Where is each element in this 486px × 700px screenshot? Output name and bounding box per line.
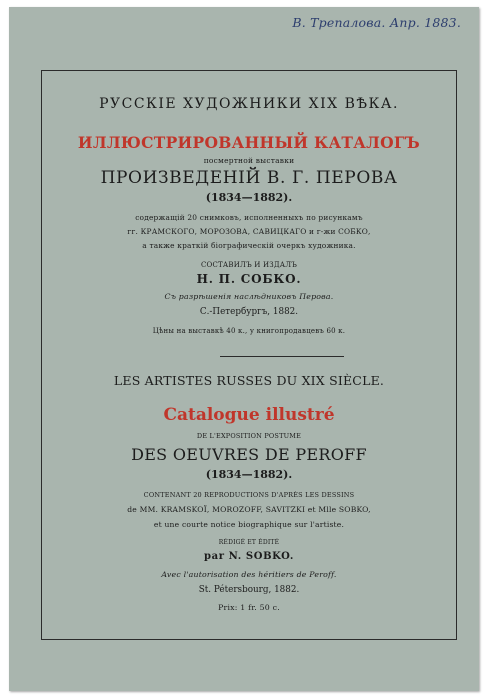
fr-price: Prix: 1 fr. 50 c.: [218, 603, 280, 612]
fr-author: par N. SOBKO.: [204, 551, 294, 562]
ru-compiled: СОСТАВИЛЪ И ИЗДАЛЪ: [200, 261, 298, 269]
fr-series-title: LES ARTISTES RUSSES DU XIX SIÈCLE.: [113, 373, 385, 388]
fr-edited: RÉDIGÉ ET ÉDITÉ: [218, 539, 280, 546]
ru-contents-line2: гг. КРАМСКОГО, МОРОЗОВА, САВИЦКАГО и г-жи СОБКО,: [127, 227, 371, 236]
ru-years: (1834—1882).: [205, 191, 293, 204]
ru-works-title: ПРОИЗВЕДЕНІЙ В. Г. ПЕРОВА: [100, 168, 398, 188]
fr-works-title: DES OEUVRES DE PEROFF: [131, 445, 367, 464]
fr-years: (1834—1882).: [205, 468, 293, 481]
ru-exhibition: посмертной выставки: [203, 156, 295, 165]
ru-series-title: РУССКІЕ ХУДОЖНИКИ XIX ВѢКА.: [99, 96, 399, 112]
fr-contents-line1: CONTENANT 20 REPRODUCTIONS D'APRÈS LES DESSINS: [143, 491, 355, 499]
title-frame: [41, 70, 457, 640]
ru-price: Цѣны на выставкѣ 40 к., у книгопродавцевъ 60 к.: [152, 327, 346, 335]
fr-permission: Avec l'autorisation des héritiers de Peroff.: [161, 570, 337, 579]
ru-catalogue-title: ИЛЛЮСТРИРОВАННЫЙ КАТАЛОГЪ: [77, 133, 421, 152]
section-divider: [220, 356, 344, 357]
fr-exhibition: DE L'EXPOSITION POSTUME: [196, 432, 302, 440]
ru-contents-line3: а также краткій біографическій очеркъ художника.: [142, 241, 356, 250]
book-cover: [9, 7, 479, 691]
fr-contents-line3: et une courte notice biographique sur l'artiste.: [153, 520, 345, 529]
ru-permission: Съ разрѣшенія наслѣдниковъ Перова.: [164, 292, 334, 301]
fr-place-date: St. Pétersbourg, 1882.: [198, 585, 300, 595]
fr-contents-line2: de MM. KRAMSKOÏ, MOROZOFF, SAVITZKI et Mlle SOBKO,: [127, 505, 371, 514]
ru-contents-line1: содержащій 20 снимковъ, исполненныхъ по рисункамъ: [135, 213, 363, 222]
ru-place-date: С.-Петербургъ, 1882.: [199, 307, 299, 317]
fr-catalogue-title: Catalogue illustré: [163, 405, 335, 425]
ru-author: Н. П. СОБКО.: [196, 272, 302, 286]
handwritten-inscription: В. Трепалова. Апр. 1883.: [292, 15, 461, 30]
